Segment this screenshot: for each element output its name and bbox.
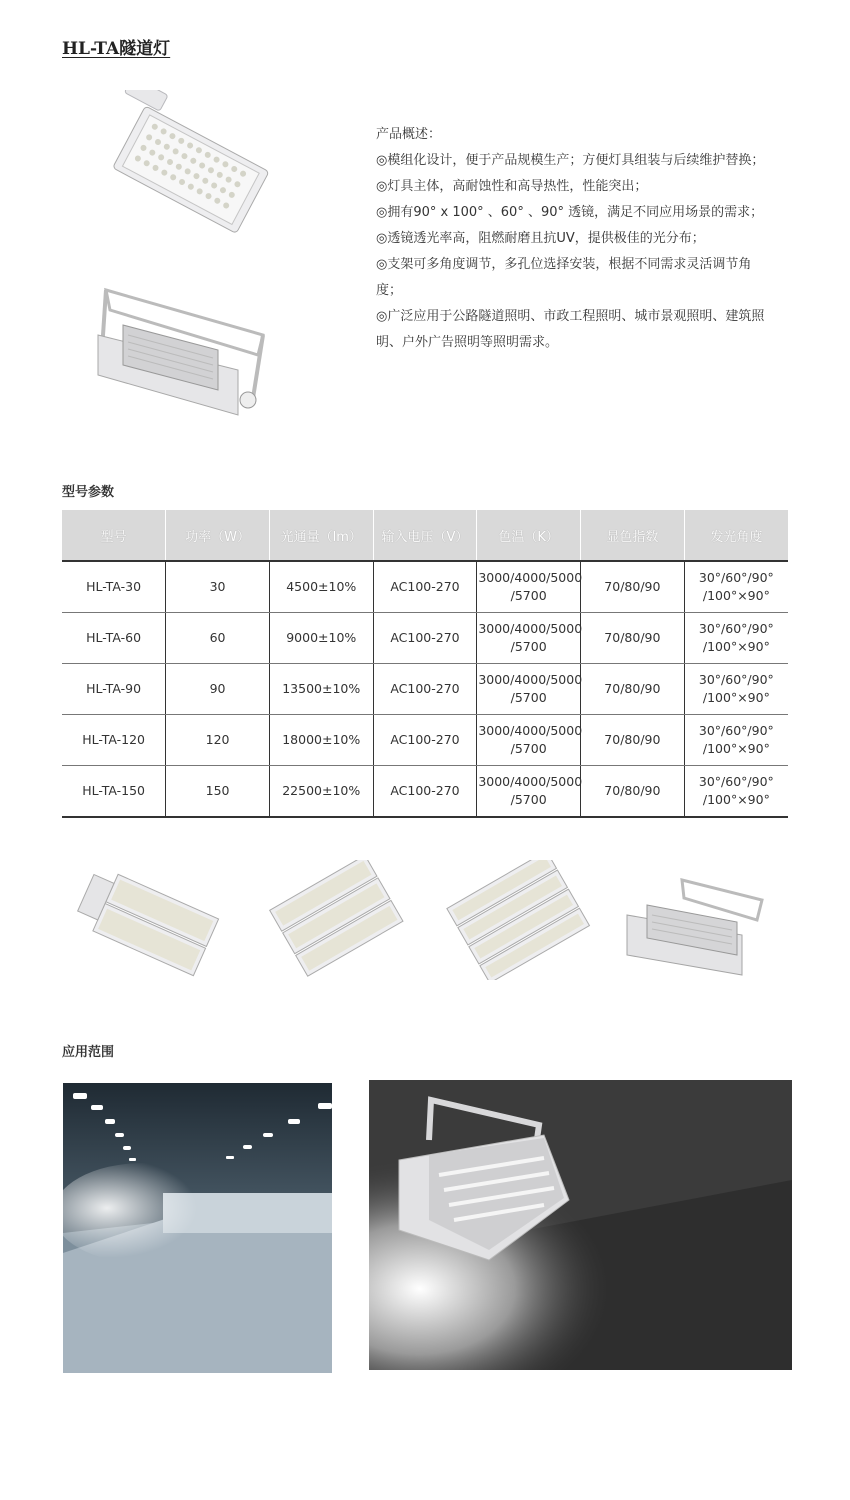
table-cell: AC100-270 [373, 613, 477, 664]
table-cell: 3000/4000/5000 /5700 [477, 766, 581, 818]
column-header: 发光角度 [684, 510, 788, 561]
table-row [62, 613, 788, 664]
description-line: ◎灯具主体，高耐蚀性和高导热性，性能突出； [376, 179, 648, 194]
table-cell: 70/80/90 [581, 664, 685, 715]
column-header: 色温（K） [477, 510, 581, 561]
product-image-front [82, 90, 282, 240]
description-line: ◎广泛应用于公路隧道照明、市政工程照明、城市景观照明、建筑照明、户外广告照明等照明需求。 [376, 309, 765, 350]
table-cell: AC100-270 [373, 715, 477, 766]
table-cell: 30°/60°/90° /100°×90° [684, 561, 788, 613]
table-cell: 90 [166, 664, 270, 715]
column-header: 显色指数 [581, 510, 685, 561]
table-cell: 3000/4000/5000 /5700 [477, 664, 581, 715]
table-cell: 70/80/90 [581, 715, 685, 766]
specs-heading: 型号参数 [62, 485, 115, 500]
product-light-scene-image [369, 1080, 792, 1370]
table-cell: 3000/4000/5000 /5700 [477, 561, 581, 613]
product-variant-image [258, 860, 408, 980]
description-heading: 产品概述： [376, 127, 442, 142]
table-cell: HL-TA-120 [62, 715, 166, 766]
product-description [376, 122, 776, 356]
table-cell: HL-TA-150 [62, 766, 166, 818]
table-cell: 70/80/90 [581, 766, 685, 818]
table-cell: AC100-270 [373, 561, 477, 613]
spec-table [62, 510, 788, 818]
table-cell: 3000/4000/5000 /5700 [477, 613, 581, 664]
table-cell: 3000/4000/5000 /5700 [477, 715, 581, 766]
table-cell: 30 [166, 561, 270, 613]
table-row [62, 715, 788, 766]
page-title: HL-TA隧道灯 [62, 39, 171, 59]
description-line: ◎透镜透光率高，阻燃耐磨且抗UV，提供极佳的光分布； [376, 231, 705, 246]
table-cell: 22500±10% [269, 766, 373, 818]
table-cell: AC100-270 [373, 766, 477, 818]
table-cell: HL-TA-60 [62, 613, 166, 664]
table-cell: 4500±10% [269, 561, 373, 613]
table-row [62, 664, 788, 715]
product-variant-image [622, 860, 772, 980]
table-cell: 9000±10% [269, 613, 373, 664]
column-header: 功率（W） [166, 510, 270, 561]
table-cell: 30°/60°/90° /100°×90° [684, 715, 788, 766]
product-variant-image [72, 860, 222, 980]
table-cell: 150 [166, 766, 270, 818]
tunnel-scene-image [63, 1083, 332, 1373]
application-heading: 应用范围 [62, 1045, 115, 1060]
table-cell: 120 [166, 715, 270, 766]
table-row [62, 766, 788, 818]
product-image-back [88, 280, 278, 430]
column-header: 输入电压（V） [373, 510, 477, 561]
column-header: 型号 [62, 510, 166, 561]
table-header-row [62, 510, 788, 561]
table-cell: HL-TA-30 [62, 561, 166, 613]
table-cell: HL-TA-90 [62, 664, 166, 715]
description-line: ◎支架可多角度调节，多孔位选择安装，根据不同需求灵活调节角度； [376, 257, 752, 298]
table-cell: AC100-270 [373, 664, 477, 715]
table-cell: 70/80/90 [581, 613, 685, 664]
description-line: ◎拥有90° x 100° 、60° 、90° 透镜，满足不同应用场景的需求； [376, 205, 764, 220]
table-cell: 30°/60°/90° /100°×90° [684, 664, 788, 715]
table-cell: 70/80/90 [581, 561, 685, 613]
table-cell: 18000±10% [269, 715, 373, 766]
product-variant-image [442, 860, 592, 980]
table-cell: 13500±10% [269, 664, 373, 715]
description-line: ◎模组化设计，便于产品规模生产；方便灯具组装与后续维护替换； [376, 153, 765, 168]
table-row [62, 561, 788, 613]
table-cell: 60 [166, 613, 270, 664]
table-cell: 30°/60°/90° /100°×90° [684, 766, 788, 818]
column-header: 光通量（lm） [269, 510, 373, 561]
table-cell: 30°/60°/90° /100°×90° [684, 613, 788, 664]
